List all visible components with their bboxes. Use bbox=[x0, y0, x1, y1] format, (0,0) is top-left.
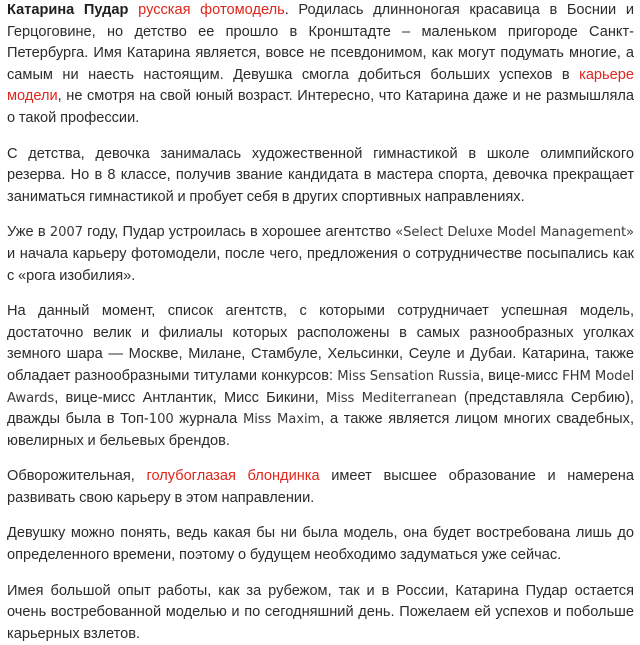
paragraph-intro bbox=[7, 0, 634, 130]
paragraph-text: , вице-мисс Антлантик, Мисс Бикини, bbox=[54, 389, 326, 406]
link-model-career[interactable]: карьере модели bbox=[7, 66, 634, 105]
paragraph-text: журнала bbox=[173, 411, 243, 428]
paragraph-agency bbox=[7, 222, 634, 287]
title-miss-sensation: Miss Sensation Russia bbox=[337, 368, 480, 384]
paragraph-text: году, Пудар устроилась в хорошее агентство bbox=[82, 224, 396, 241]
title-fhm: FHM Model Awards bbox=[7, 368, 635, 406]
paragraph-text: , а также является лицом многих свадебных, ювелирных и бельевых брендов. bbox=[7, 411, 634, 449]
title-miss-mediterranean: Miss Mediterranean bbox=[325, 390, 457, 406]
magazine-name: Miss Maxim bbox=[242, 412, 321, 428]
paragraph-text: имеет высшее образование и намерена развивать свою карьеру в этом направлении. bbox=[7, 468, 634, 506]
paragraph-text: (представляла Сербию), дважды была в Топ- bbox=[7, 389, 634, 428]
paragraph-text: На данный момент, список агентств, с которыми сотрудничает успешная модель, достаточно велик и филиалы которых расположены в самых разнообразных уголках земного шара — Москве, Милане, Стамбуле, Хельсинки, Сеуле и Дубаи. Катарина, также обладает разнообразными титулами конкурсов: bbox=[7, 303, 634, 384]
paragraph-text: Обворожительная, bbox=[7, 468, 147, 485]
paragraph-text: . Родилась длинноногая красавица в Боснии и Герцоговине, но детство ее прошло в Кронштадте – маленьком пригороде Санкт-Петербурга. Имя Катарина является, вовсе не псевдонимом, как могут подумать многие, а самым ни наесть настоящим. Девушка смогла добиться больших успехов в bbox=[7, 2, 634, 83]
year-text: 2007 bbox=[49, 225, 83, 241]
paragraph-text: , вице-мисс bbox=[479, 367, 563, 384]
paragraph-text: Имея большой опыт работы, как за рубежом, так и в России, Катарина Пудар остается очень востребованной моделью и по сегодняшний день. Пожелаем ей успехов и побольше карьерных взлетов. bbox=[7, 582, 634, 642]
model-name: Катарина Пудар bbox=[7, 2, 129, 18]
paragraph-text: и начала карьеру фотомодели, после чего, предложения о сотрудничестве посыпались как с «рога изобилия». bbox=[7, 245, 634, 284]
paragraph-text: С детства, девочка занималась художественной гимнастикой в школе олимпийского резерва. Но в 8 классе, получив звание кандидата в мастера спорта, девочка прекращает заниматься гимнастикой и пробует себя в других спортивных направлениях. bbox=[7, 145, 634, 205]
link-blue-eyed-blonde[interactable]: голубоглазая блондинка bbox=[146, 468, 320, 485]
paragraph-text: , не смотря на свой юный возраст. Интересно, что Катарина даже и не размышляла о такой профессии. bbox=[7, 88, 634, 126]
top-100-text: 100 bbox=[148, 412, 174, 428]
link-russian-model[interactable]: русская фотомодель bbox=[138, 2, 285, 18]
paragraph-education bbox=[7, 466, 634, 509]
paragraph-text: Девушку можно понять, ведь какая бы ни была модель, она будет востребована лишь до определенного времени, поэтому о будущем необходимо задуматься уже сейчас. bbox=[7, 525, 634, 564]
paragraph-titles bbox=[7, 301, 634, 452]
paragraph-text: Уже в bbox=[7, 224, 50, 241]
paragraph-conclusion bbox=[7, 581, 634, 645]
paragraph-future bbox=[7, 523, 634, 566]
agency-name: «Select Deluxe Model Management» bbox=[395, 225, 634, 241]
paragraph-childhood bbox=[7, 144, 634, 209]
